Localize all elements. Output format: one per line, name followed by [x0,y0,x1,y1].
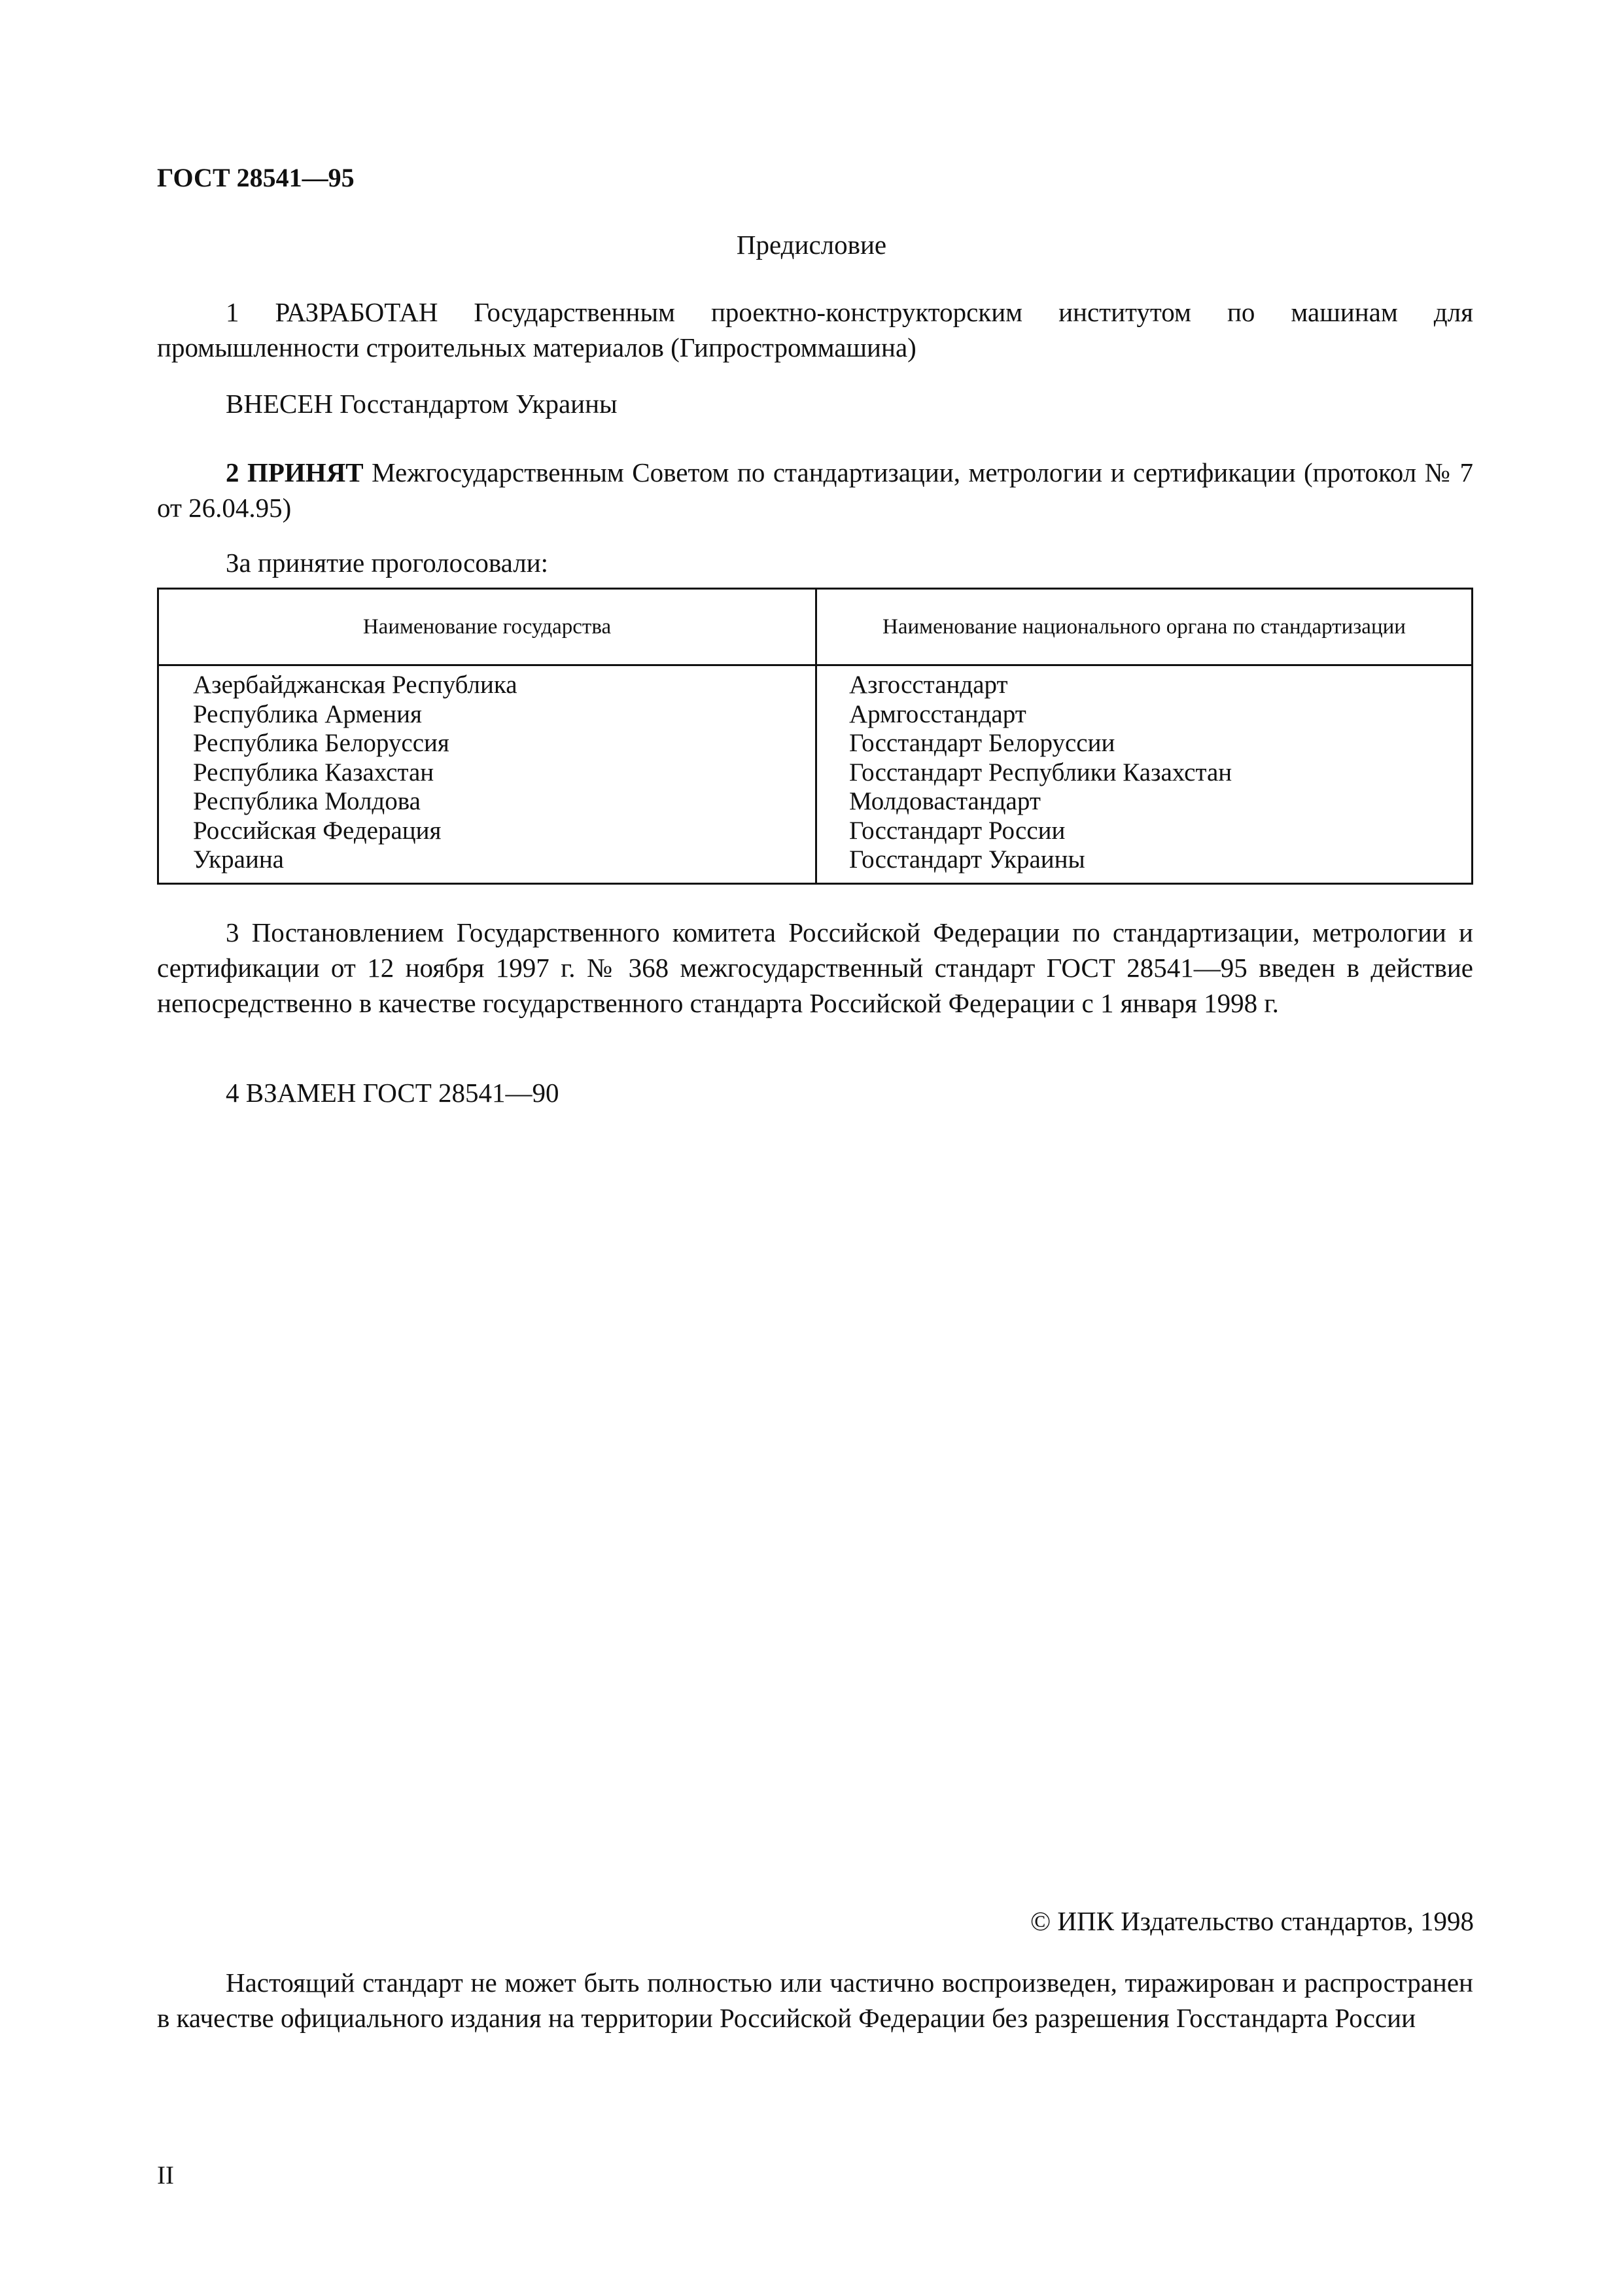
table-cell-state: Республика Армения [193,699,422,728]
table-cell-body: Госстандарт Республики Казахстан [849,758,1232,786]
page-title: Предисловие [736,230,887,260]
table-header-state: Наименование государства [362,614,612,639]
table-cell-state: Республика Молдова [193,787,421,815]
section-introduced-lead: ВНЕСЕН [226,389,333,419]
section-introduced-text: Госстандартом Украины [333,389,618,419]
table-cell-state: Российская Федерация [193,816,442,845]
table-cell-body: Госстандарт России [849,816,1066,845]
section-developed-text: Государственным проектно-конструкторским институтом по машинам для промышленности строительных материалов (Гипростроммашина) [157,297,1473,362]
reproduction-notice: Настоящий стандарт не может быть полностью или частично воспроизведен, тиражирован и распространен в качестве официального издания на территории Российской Федерации без разрешения Госстандарта России [157,1968,1473,2033]
page-number: II [157,2161,174,2189]
section-replaces: 4 ВЗАМЕН ГОСТ 28541—90 [226,1078,559,1108]
table-cell-state: Украина [193,845,284,874]
table-cell-state: Азербайджанская Республика [193,671,517,699]
section-adopted [157,455,1473,525]
table-cell-body: Азгосстандарт [849,671,1008,699]
table-header-body: Наименование национального органа по стандартизации [882,614,1406,639]
voting-table [157,588,1473,885]
section-adopted-lead: 2 ПРИНЯТ [226,457,364,487]
copyright-notice: © ИПК Издательство стандартов, 1998 [1030,1906,1474,1936]
table-header-divider [159,664,1471,666]
table-cell-body: Армгосстандарт [849,699,1026,728]
table-cell-body: Госстандарт Украины [849,845,1085,874]
section-introduced [157,386,1473,421]
section-developed [157,294,1473,365]
table-cell-body: Госстандарт Белоруссии [849,729,1115,757]
section-developed-lead: 1 РАЗРАБОТАН [226,297,438,327]
table-cell-state: Республика Белоруссия [193,729,449,757]
section-adopted-text: Межгосударственным Советом по стандартизации, метрологии и сертификации (протокол № 7 от 26.04.95) [157,457,1473,523]
table-cell-state: Республика Казахстан [193,758,434,786]
table-column-bodies [849,671,1232,875]
table-cell-body: Молдовастандарт [849,787,1041,815]
document-code: ГОСТ 28541—95 [157,163,355,192]
voted-label: За принятие проголосовали: [226,548,549,578]
table-column-states [193,671,517,875]
section-enacted: 3 Постановлением Государственного комитета Российской Федерации по стандартизации, метрологии и сертификации от 12 ноября 1997 г. № 368 межгосударственный стандарт ГОСТ 28541—95 введен в действие непосредственно в качестве государственного стандарта Российской Федерации с 1 января 1998 г. [157,917,1473,1018]
